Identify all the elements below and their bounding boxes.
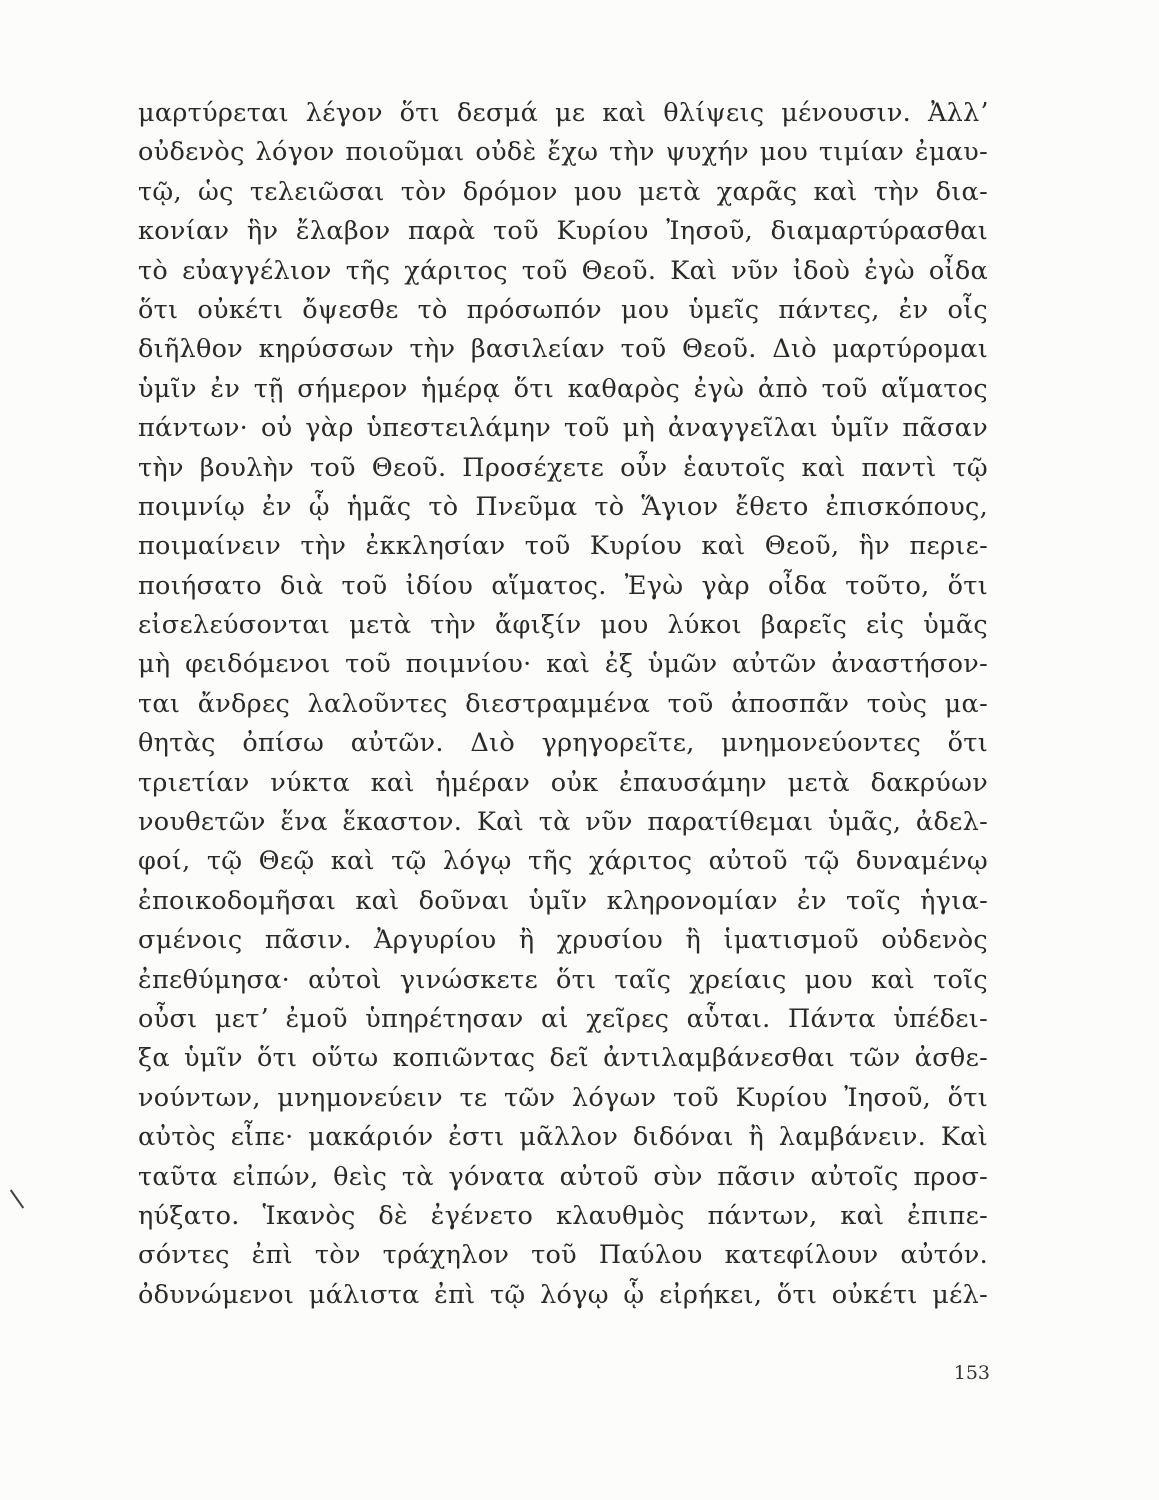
text-line: οὖσι μετʼ ἐμοῦ ὑπηρέτησαν αἱ χεῖρες αὗται. Πάντα ὑπέδει- [138, 1003, 988, 1034]
text-line: μὴ φειδόμενοι τοῦ ποιμνίου· καὶ ἐξ ὑμῶν αὐτῶν ἀναστήσον- [138, 649, 988, 680]
text-line: οὐδενὸς λόγον ποιοῦμαι οὐδὲ ἔχω τὴν ψυχήν μου τιμίαν ἐμαυ- [138, 137, 988, 168]
text-line: μαρτύρεται λέγον ὅτι δεσμά με καὶ θλίψεις μένουσιν. Ἀλλʼ [138, 98, 988, 128]
text-line: κονίαν ἣν ἔλαβον παρὰ τοῦ Κυρίου Ἰησοῦ, διαμαρτύρασθαι [138, 216, 988, 247]
text-line: θητὰς ὀπίσω αὐτῶν. Διὸ γρηγορεῖτε, μνημονεύοντες ὅτι [138, 728, 988, 759]
text-line: ται ἄνδρες λαλοῦντες διεστραμμένα τοῦ ἀποσπᾶν τοὺς μα- [138, 688, 988, 719]
text-line: τὴν βουλὴν τοῦ Θεοῦ. Προσέχετε οὖν ἑαυτοῖς καὶ παντὶ τῷ [138, 452, 988, 483]
text-line: ταῦτα εἰπών, θεὶς τὰ γόνατα αὐτοῦ σὺν πᾶσιν αὐτοῖς προσ- [138, 1161, 988, 1192]
text-line: σόντες ἐπὶ τὸν τράχηλον τοῦ Παύλου κατεφίλουν αὐτόν. [138, 1240, 988, 1271]
text-line: ὑμῖν ἐν τῇ σήμερον ἡμέρᾳ ὅτι καθαρὸς ἐγὼ ἀπὸ τοῦ αἵματος [138, 373, 988, 404]
text-line: ποιμνίῳ ἐν ᾧ ἡμᾶς τὸ Πνεῦμα τὸ Ἅγιον ἔθετο ἐπισκόπους, [138, 491, 988, 522]
text-line: τῷ, ὡς τελειῶσαι τὸν δρόμον μου μετὰ χαρᾶς καὶ τὴν δια- [138, 176, 988, 207]
text-line: σμένοις πᾶσιν. Ἀργυρίου ἢ χρυσίου ἢ ἱματισμοῦ οὐδενὸς [138, 925, 988, 956]
text-line: ὀδυνώμενοι μάλιστα ἐπὶ τῷ λόγῳ ᾧ εἰρήκει, ὅτι οὐκέτι μέλ- [138, 1279, 988, 1310]
text-line: ποιήσατο διὰ τοῦ ἰδίου αἵματος. Ἐγὼ γὰρ οἶδα τοῦτο, ὅτι [138, 570, 988, 601]
text-line: πάντων· οὐ γὰρ ὑπεστειλάμην τοῦ μὴ ἀναγγεῖλαι ὑμῖν πᾶσαν [138, 413, 988, 444]
page-number: 153 [953, 1362, 990, 1384]
text-line: τὸ εὐαγγέλιον τῆς χάριτος τοῦ Θεοῦ. Καὶ νῦν ἰδοὺ ἐγὼ οἶδα [138, 255, 988, 286]
text-line: ἐπεθύμησα· αὐτοὶ γινώσκετε ὅτι ταῖς χρείαις μου καὶ τοῖς [138, 964, 988, 995]
text-line: νουθετῶν ἕνα ἕκαστον. Καὶ τὰ νῦν παρατίθεμαι ὑμᾶς, ἀδελ- [138, 807, 988, 838]
text-line: νούντων, μνημονεύειν τε τῶν λόγων τοῦ Κυρίου Ἰησοῦ, ὅτι [138, 1082, 988, 1113]
text-line: τριετίαν νύκτα καὶ ἡμέραν οὐκ ἐπαυσάμην μετὰ δακρύων [138, 767, 988, 798]
text-line: ποιμαίνειν τὴν ἐκκλησίαν τοῦ Κυρίου καὶ Θεοῦ, ἣν περιε- [138, 531, 988, 562]
text-line: διῆλθον κηρύσσων τὴν βασιλείαν τοῦ Θεοῦ. Διὸ μαρτύρομαι [138, 334, 988, 365]
body-text [138, 94, 988, 1315]
text-line: αὐτὸς εἶπε· μακάριόν ἐστι μᾶλλον διδόναι ἢ λαμβάνειν. Καὶ [138, 1122, 988, 1153]
margin-pencil-mark [10, 1189, 24, 1208]
text-line: ἐποικοδομῆσαι καὶ δοῦναι ὑμῖν κληρονομίαν ἐν τοῖς ἡγια- [138, 885, 988, 916]
text-line: ξα ὑμῖν ὅτι οὕτω κοπιῶντας δεῖ ἀντιλαμβάνεσθαι τῶν ἀσθε- [138, 1043, 988, 1074]
text-line: εἰσελεύσονται μετὰ τὴν ἄφιξίν μου λύκοι βαρεῖς εἰς ὑμᾶς [138, 610, 988, 641]
text-line: φοί, τῷ Θεῷ καὶ τῷ λόγῳ τῆς χάριτος αὐτοῦ τῷ δυναμένῳ [138, 846, 988, 877]
text-line: ὅτι οὐκέτι ὄψεσθε τὸ πρόσωπόν μου ὑμεῖς πάντες, ἐν οἷς [138, 294, 988, 325]
text-line: ηύξατο. Ἱκανὸς δὲ ἐγένετο κλαυθμὸς πάντων, καὶ ἐπιπε- [138, 1200, 988, 1231]
